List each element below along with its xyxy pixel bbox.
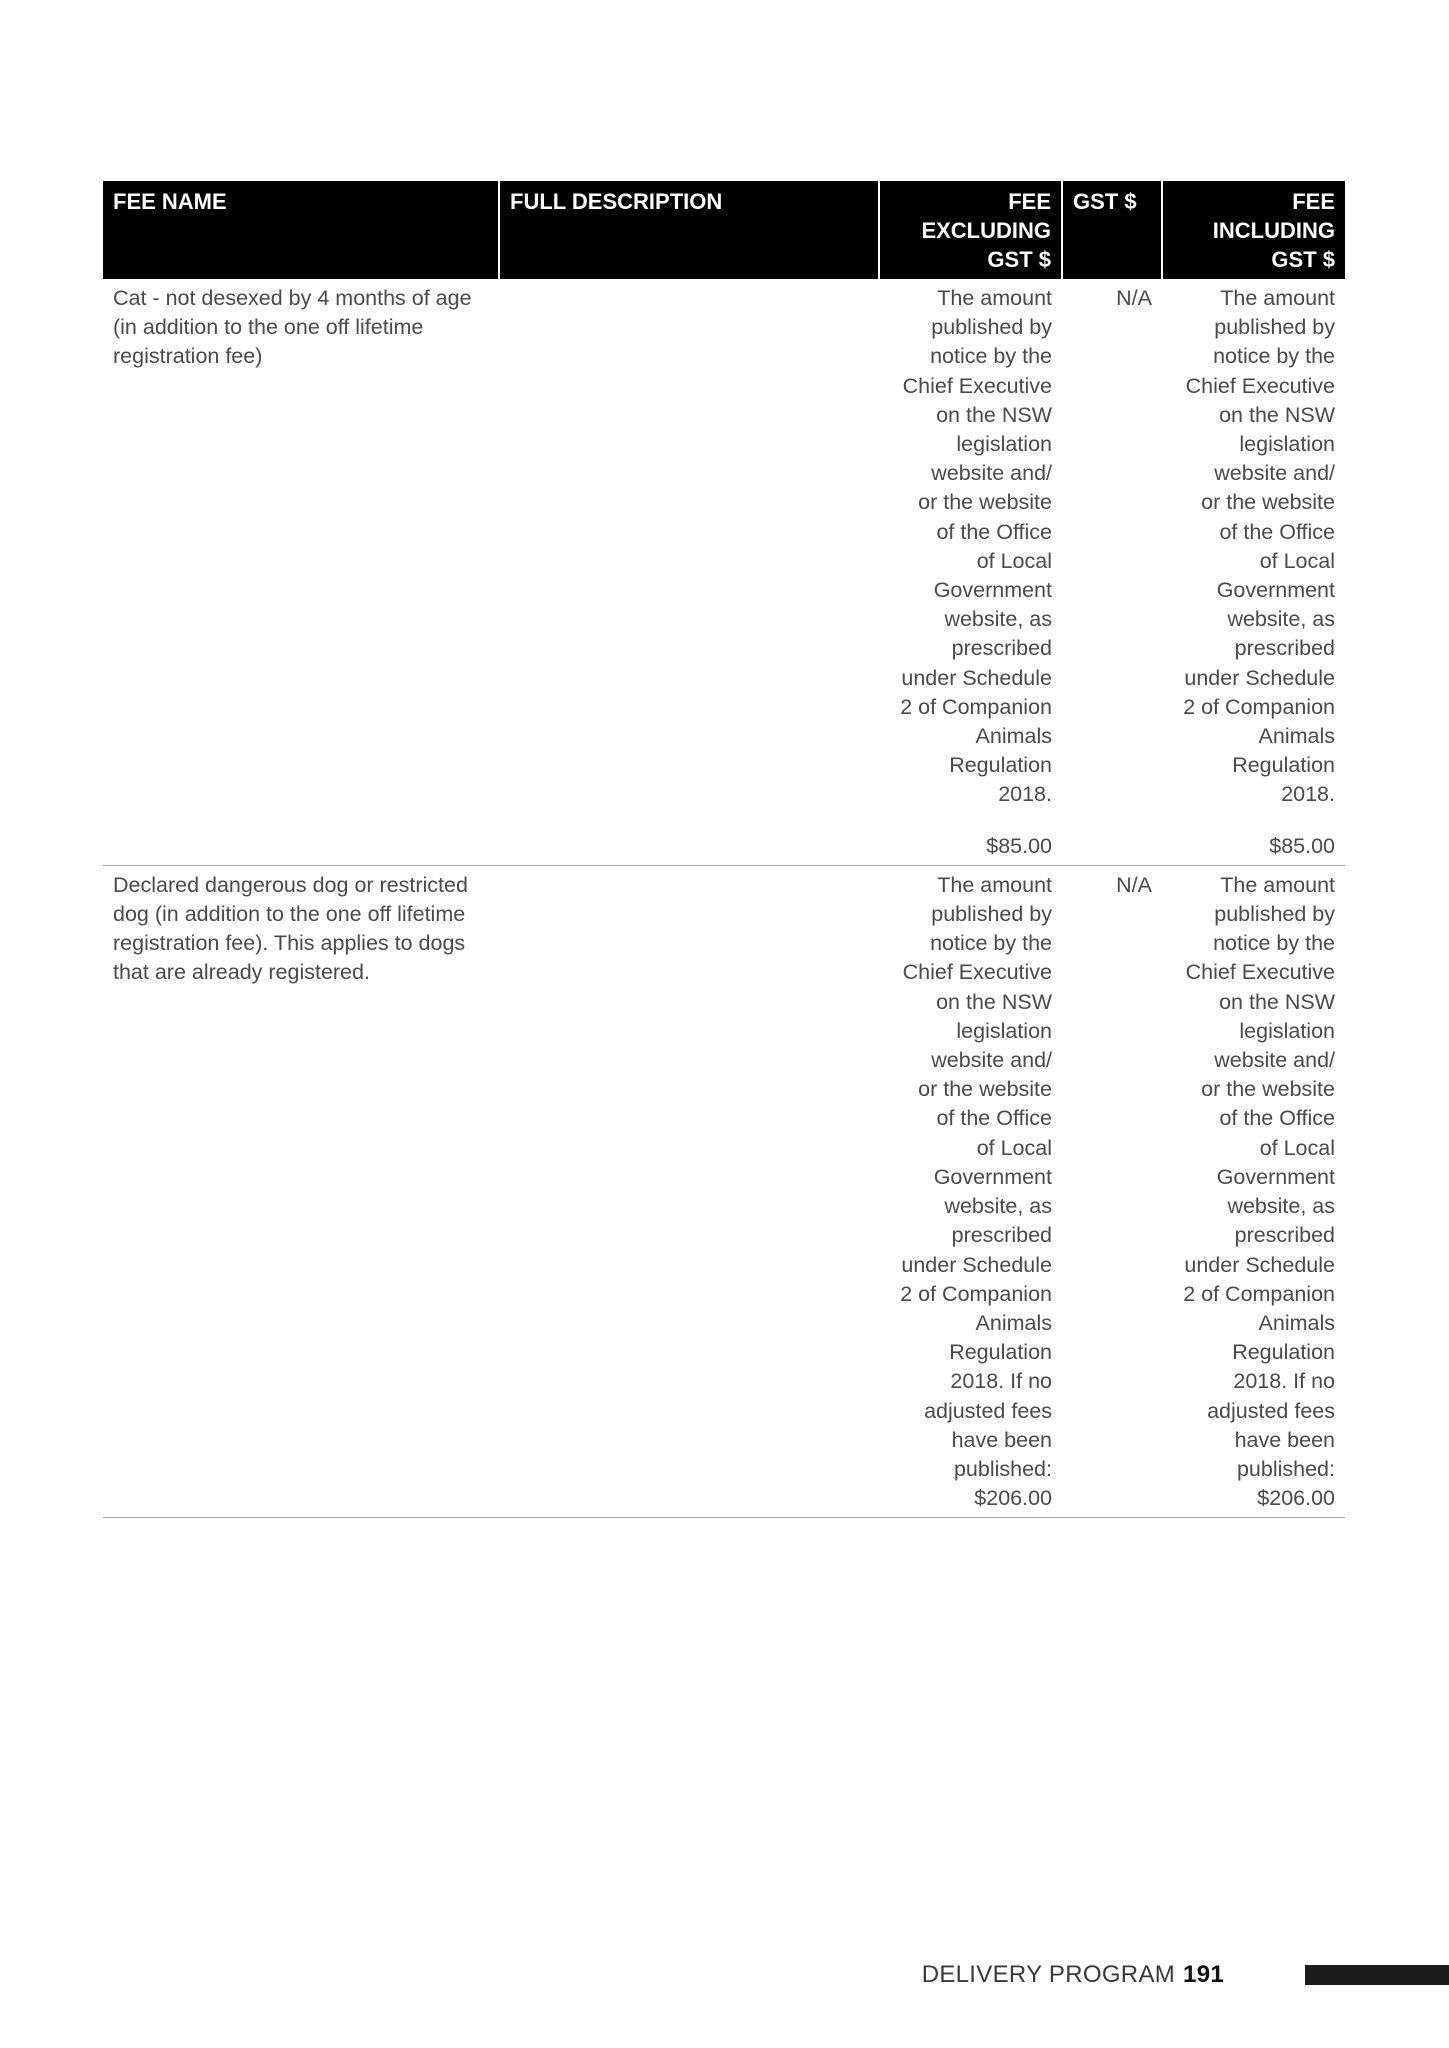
header-fee-name: FEE NAME xyxy=(103,181,499,279)
fee-excluding-gst-line: Animals xyxy=(975,724,1052,749)
fee-excluding-gst-line: The amount xyxy=(937,286,1052,310)
fee-including-gst-line: The amount xyxy=(1220,872,1335,897)
fee-excluding-gst-line: notice by the xyxy=(930,931,1052,956)
fee-excluding-gst-line: on the NSW xyxy=(936,989,1052,1014)
header-full-description: FULL DESCRIPTION xyxy=(499,181,879,279)
fee-including-gst-line: adjusted fees xyxy=(1207,1398,1335,1423)
cell-fee-including-gst xyxy=(1162,865,1345,1517)
fee-including-gst-line: prescribed xyxy=(1234,1223,1335,1248)
fee-excluding-gst-line: Chief Executive xyxy=(902,960,1052,985)
fee-including-gst-line: of the Office xyxy=(1219,1106,1335,1131)
fee-including-gst-line: 2018. xyxy=(1281,782,1335,807)
fee-excluding-gst-line: Regulation xyxy=(949,753,1052,778)
fee-excluding-gst-line: on the NSW xyxy=(936,402,1052,427)
amount-spacer xyxy=(889,810,1052,832)
fee-name-line: Declared dangerous dog or restricted xyxy=(113,872,468,897)
header-fee-excluding-gst-line: FEE xyxy=(1008,189,1051,214)
fee-including-gst-line: legislation xyxy=(1239,432,1335,457)
fee-excluding-gst-line: The amount xyxy=(937,872,1052,897)
header-fee-excluding-gst-line: EXCLUDING xyxy=(921,218,1051,243)
header-fee-including-gst xyxy=(1162,181,1345,279)
fee-name-line: dog (in addition to the one off lifetime xyxy=(113,902,466,927)
header-fee-including-gst-line: FEE xyxy=(1292,189,1335,214)
fee-including-gst-line: The amount xyxy=(1220,286,1335,310)
fee-including-gst-line: website, as xyxy=(1227,1194,1335,1219)
fee-excluding-gst-line: legislation xyxy=(956,432,1052,457)
fee-amount: $85.00 xyxy=(1269,833,1335,858)
page-number: 191 xyxy=(1183,1961,1224,1988)
header-fee-excluding-gst-line: GST $ xyxy=(987,247,1051,272)
fee-including-gst-line: website and/ xyxy=(1214,461,1335,486)
fee-including-gst-line: 2 of Companion xyxy=(1183,1281,1335,1306)
cell-fee-excluding-gst xyxy=(879,279,1062,865)
table-row xyxy=(103,279,1345,865)
fee-amount: $85.00 xyxy=(986,833,1052,858)
fee-including-gst-line: Regulation xyxy=(1232,1340,1335,1365)
fee-excluding-gst-line: Regulation xyxy=(949,1340,1052,1365)
fee-name-line: Cat - not desexed by 4 months of age xyxy=(113,286,472,310)
fee-including-gst-line: prescribed xyxy=(1234,636,1335,661)
fee-excluding-gst-line: published by xyxy=(931,315,1052,340)
fee-excluding-gst-line: Animals xyxy=(975,1310,1052,1335)
fee-excluding-gst-line: legislation xyxy=(956,1018,1052,1043)
fee-including-gst-line: of Local xyxy=(1259,548,1335,573)
fee-including-gst-line: or the website xyxy=(1201,1077,1335,1102)
header-fee-excluding-gst xyxy=(879,181,1062,279)
header-fee-including-gst-line: GST $ xyxy=(1271,247,1335,272)
fee-excluding-gst-line: Government xyxy=(933,1164,1052,1189)
fee-excluding-gst-line: published: xyxy=(953,1456,1052,1481)
amount-spacer xyxy=(1172,810,1335,832)
cell-gst: N/A xyxy=(1116,286,1152,310)
fee-excluding-gst-line: under Schedule xyxy=(901,665,1052,690)
fee-including-gst-line: on the NSW xyxy=(1219,989,1335,1014)
fee-including-gst-line: on the NSW xyxy=(1219,402,1335,427)
fee-excluding-gst-line: website and/ xyxy=(931,461,1052,486)
fee-excluding-gst-line: of the Office xyxy=(936,1106,1052,1131)
cell-fee-including-gst xyxy=(1162,279,1345,865)
fee-excluding-gst-line: website and/ xyxy=(931,1048,1052,1073)
footer-bar xyxy=(1305,1965,1449,1985)
fee-excluding-gst-line: have been xyxy=(951,1427,1052,1452)
fee-including-gst-line: of Local xyxy=(1259,1135,1335,1160)
table-body xyxy=(103,279,1345,1518)
fee-excluding-gst-line: of the Office xyxy=(936,519,1052,544)
fee-including-gst-line: legislation xyxy=(1239,1018,1335,1043)
fee-including-gst-line: 2018. If no xyxy=(1233,1369,1335,1394)
fee-including-gst-line: Chief Executive xyxy=(1185,373,1335,398)
fee-including-gst-line: Government xyxy=(1216,1164,1335,1189)
fee-including-gst-line: published: xyxy=(1236,1456,1335,1481)
fee-including-gst-line: Government xyxy=(1216,578,1335,603)
fee-including-gst-line: 2 of Companion xyxy=(1183,694,1335,719)
fee-table xyxy=(103,181,1345,1518)
fee-excluding-gst-line: Government xyxy=(933,578,1052,603)
fee-excluding-gst-line: 2 of Companion xyxy=(900,1281,1052,1306)
fee-including-gst-line: Animals xyxy=(1258,724,1335,749)
fee-excluding-gst-line: published by xyxy=(931,902,1052,927)
fee-excluding-gst-line: adjusted fees xyxy=(924,1398,1052,1423)
fee-excluding-gst-line: 2 of Companion xyxy=(900,694,1052,719)
page-footer xyxy=(0,1960,1449,2000)
fee-excluding-gst-line: notice by the xyxy=(930,344,1052,369)
fee-including-gst-line: website and/ xyxy=(1214,1048,1335,1073)
header-gst: GST $ xyxy=(1062,181,1162,279)
fee-including-gst-line: published by xyxy=(1214,315,1335,340)
fee-including-gst-line: Chief Executive xyxy=(1185,960,1335,985)
cell-full-description xyxy=(499,279,879,865)
fee-excluding-gst-line: website, as xyxy=(944,607,1052,632)
cell-full-description xyxy=(499,865,879,1517)
fee-excluding-gst-line: of Local xyxy=(976,1135,1052,1160)
fee-excluding-gst-line: Chief Executive xyxy=(902,373,1052,398)
header-fee-including-gst-line: INCLUDING xyxy=(1212,218,1335,243)
fee-including-gst-line: have been xyxy=(1234,1427,1335,1452)
fee-name-line: registration fee) xyxy=(113,344,263,369)
fee-including-gst-line: under Schedule xyxy=(1184,1252,1335,1277)
fee-excluding-gst-line: website, as xyxy=(944,1194,1052,1219)
footer-title: DELIVERY PROGRAM xyxy=(921,1961,1176,1988)
fee-name-line: (in addition to the one off lifetime xyxy=(113,315,424,340)
fee-excluding-gst-line: $206.00 xyxy=(974,1486,1052,1511)
fee-including-gst-line: notice by the xyxy=(1213,931,1335,956)
fee-excluding-gst-line: of Local xyxy=(976,548,1052,573)
fee-including-gst-line: website, as xyxy=(1227,607,1335,632)
fee-including-gst-line: $206.00 xyxy=(1257,1486,1335,1511)
cell-fee-excluding-gst xyxy=(879,865,1062,1517)
fee-including-gst-line: or the website xyxy=(1201,490,1335,515)
footer-title-group xyxy=(922,1960,1224,1990)
fee-excluding-gst-line: 2018. If no xyxy=(950,1369,1052,1394)
fee-excluding-gst-line: 2018. xyxy=(998,782,1052,807)
fee-excluding-gst-line: or the website xyxy=(918,1077,1052,1102)
fee-including-gst-line: published by xyxy=(1214,902,1335,927)
fee-name-line: registration fee). This applies to dogs xyxy=(113,931,466,956)
header-row xyxy=(103,181,1345,279)
fee-including-gst-line: Regulation xyxy=(1232,753,1335,778)
cell-gst: N/A xyxy=(1116,872,1152,897)
table-header xyxy=(103,181,1345,279)
cell-fee-name xyxy=(103,865,499,1517)
fee-excluding-gst-line: under Schedule xyxy=(901,1252,1052,1277)
cell-fee-name xyxy=(103,279,499,865)
fee-including-gst-line: under Schedule xyxy=(1184,665,1335,690)
fee-excluding-gst-line: or the website xyxy=(918,490,1052,515)
table-row xyxy=(103,865,1345,1517)
fee-including-gst-line: notice by the xyxy=(1213,344,1335,369)
fee-excluding-gst-line: prescribed xyxy=(951,1223,1052,1248)
fee-name-line: that are already registered. xyxy=(113,960,370,985)
fee-including-gst-line: of the Office xyxy=(1219,519,1335,544)
fee-excluding-gst-line: prescribed xyxy=(951,636,1052,661)
fee-including-gst-line: Animals xyxy=(1258,1310,1335,1335)
